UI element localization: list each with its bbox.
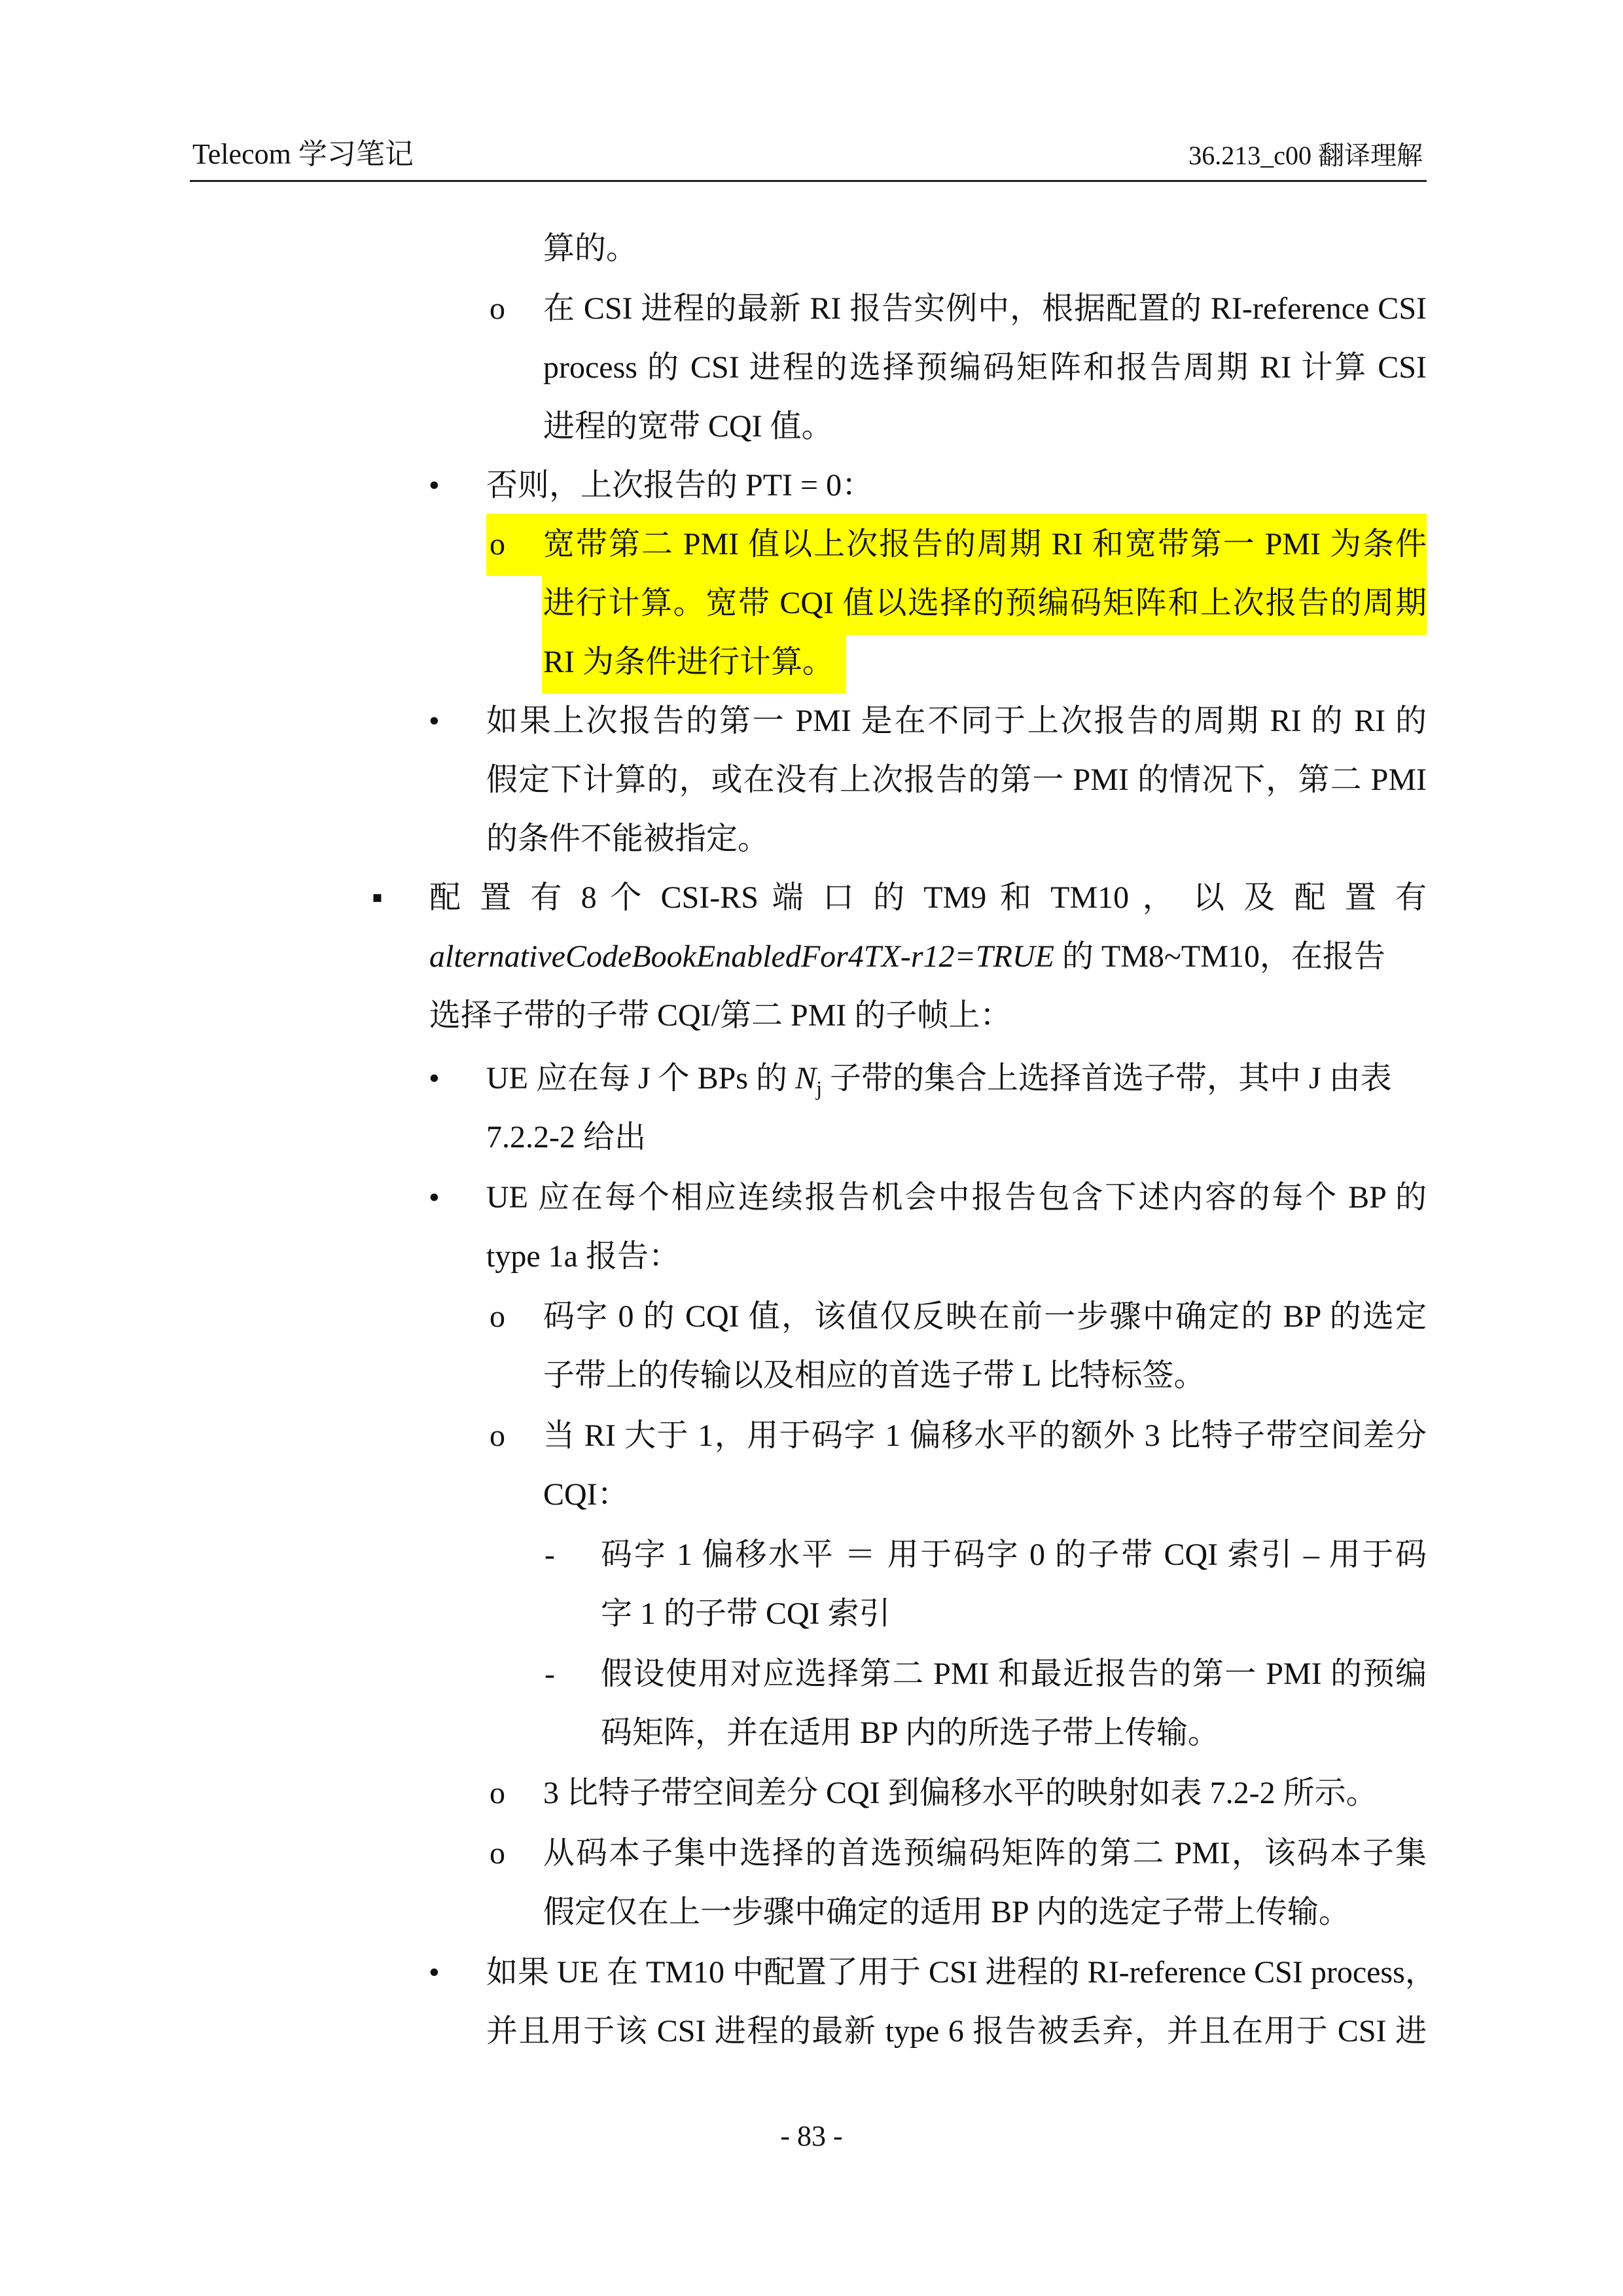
text-span: 子带的集合上选择首选子带，其中 J 由表 <box>821 1061 1392 1096</box>
text-line: 配 置 有 8 个 CSI-RS 端 口 的 TM9 和 TM10 ， 以 及 配 置 有 <box>429 880 1427 915</box>
bullet-marker: • <box>429 704 440 738</box>
bullet-marker: • <box>429 1180 440 1215</box>
square-marker: ▪ <box>372 880 383 915</box>
text-line: 3 比特子带空间差分 CQI 到偏移水平的映射如表 7.2-2 所示。 <box>543 1776 1378 1810</box>
text-line: 并且用于该 CSI 进程的最新 type 6 报告被丢弃，并且在用于 CSI 进 <box>486 2014 1427 2049</box>
circle-marker: o <box>490 1418 505 1453</box>
circle-marker: o <box>490 527 505 562</box>
header-right-title: 36.213_c00 翻译理解 <box>1188 141 1423 170</box>
text-line <box>429 937 1427 977</box>
text-line <box>486 1059 1392 1098</box>
dash-marker: - <box>544 1657 555 1691</box>
text-line: 否则，上次报告的 PTI = 0： <box>486 468 874 503</box>
circle-marker: o <box>490 291 505 326</box>
highlighted-text-line: 宽带第二 PMI 值以上次报告的周期 RI 和宽带第一 PMI 为条件 <box>543 527 1427 562</box>
text-span: UE 应在每 J 个 BPs 的 <box>486 1061 796 1096</box>
text-line: 如果上次报告的第一 PMI 是在不同于上次报告的周期 RI 的 RI 的 <box>486 704 1427 738</box>
text-line: 假定仅在上一步骤中确定的适用 BP 内的选定子带上传输。 <box>543 1895 1350 1929</box>
text-line: 7.2.2-2 给出 <box>486 1120 646 1155</box>
circle-marker: o <box>490 1299 505 1334</box>
highlighted-text-line: RI 为条件进行计算。 <box>543 645 834 679</box>
header-left-title: Telecom 学习笔记 <box>192 138 414 170</box>
text-line: 假定下计算的，或在没有上次报告的第一 PMI 的情况下，第二 PMI <box>486 762 1427 797</box>
text-line: 选择子带的子带 CQI/第二 PMI 的子帧上： <box>429 998 1012 1033</box>
text-line: 码字 1 偏移水平 ＝ 用于码字 0 的子带 CQI 索引 – 用于码 <box>601 1537 1427 1572</box>
bullet-marker: • <box>429 1955 440 1990</box>
page-number: - 83 - <box>780 2120 843 2152</box>
text-line: 当 RI 大于 1，用于码字 1 偏移水平的额外 3 比特子带空间差分 <box>543 1418 1427 1453</box>
text-line: process 的 CSI 进程的选择预编码矩阵和报告周期 RI 计算 CSI <box>543 350 1427 385</box>
text-line: 在 CSI 进程的最新 RI 报告实例中，根据配置的 RI-reference CSI <box>543 291 1427 326</box>
text-line: 如果 UE 在 TM10 中配置了用于 CSI 进程的 RI-reference CSI process， <box>486 1955 1436 1990</box>
bullet-marker: • <box>429 1061 440 1096</box>
dash-marker: - <box>544 1537 555 1572</box>
highlighted-text-line: 进行计算。宽带 CQI 值以选择的预编码矩阵和上次报告的周期 <box>543 586 1427 620</box>
bullet-marker: • <box>429 468 440 503</box>
text-line: 假设使用对应选择第二 PMI 和最近报告的第一 PMI 的预编 <box>601 1657 1427 1691</box>
math-subscript: j <box>816 1076 822 1100</box>
circle-marker: o <box>490 1836 505 1871</box>
text-line: UE 应在每个相应连续报告机会中报告包含下述内容的每个 BP 的 <box>486 1180 1427 1215</box>
page-header <box>190 134 1427 182</box>
text-line: 码矩阵，并在适用 BP 内的所选子带上传输。 <box>601 1715 1219 1750</box>
text-span: 的 TM8~TM10，在报告 <box>1054 939 1385 974</box>
circle-marker: o <box>490 1776 505 1810</box>
text-line: 码字 0 的 CQI 值，该值仅反映在前一步骤中确定的 BP 的选定 <box>543 1299 1427 1334</box>
text-line: 的条件不能被指定。 <box>486 821 770 856</box>
text-line: 进程的宽带 CQI 值。 <box>543 409 833 444</box>
text-line: 算的。 <box>543 231 638 266</box>
text-line: 从码本子集中选择的首选预编码矩阵的第二 PMI，该码本子集 <box>543 1836 1427 1871</box>
text-line: 字 1 的子带 CQI 索引 <box>601 1596 891 1631</box>
text-line: CQI： <box>543 1477 629 1512</box>
parameter-name: alternativeCodeBookEnabledFor4TX-r12=TRUE <box>429 939 1054 974</box>
math-n: N <box>795 1061 817 1096</box>
text-line: 子带上的传输以及相应的首选子带 L 比特标签。 <box>543 1358 1205 1393</box>
text-line: type 1a 报告： <box>486 1239 680 1274</box>
